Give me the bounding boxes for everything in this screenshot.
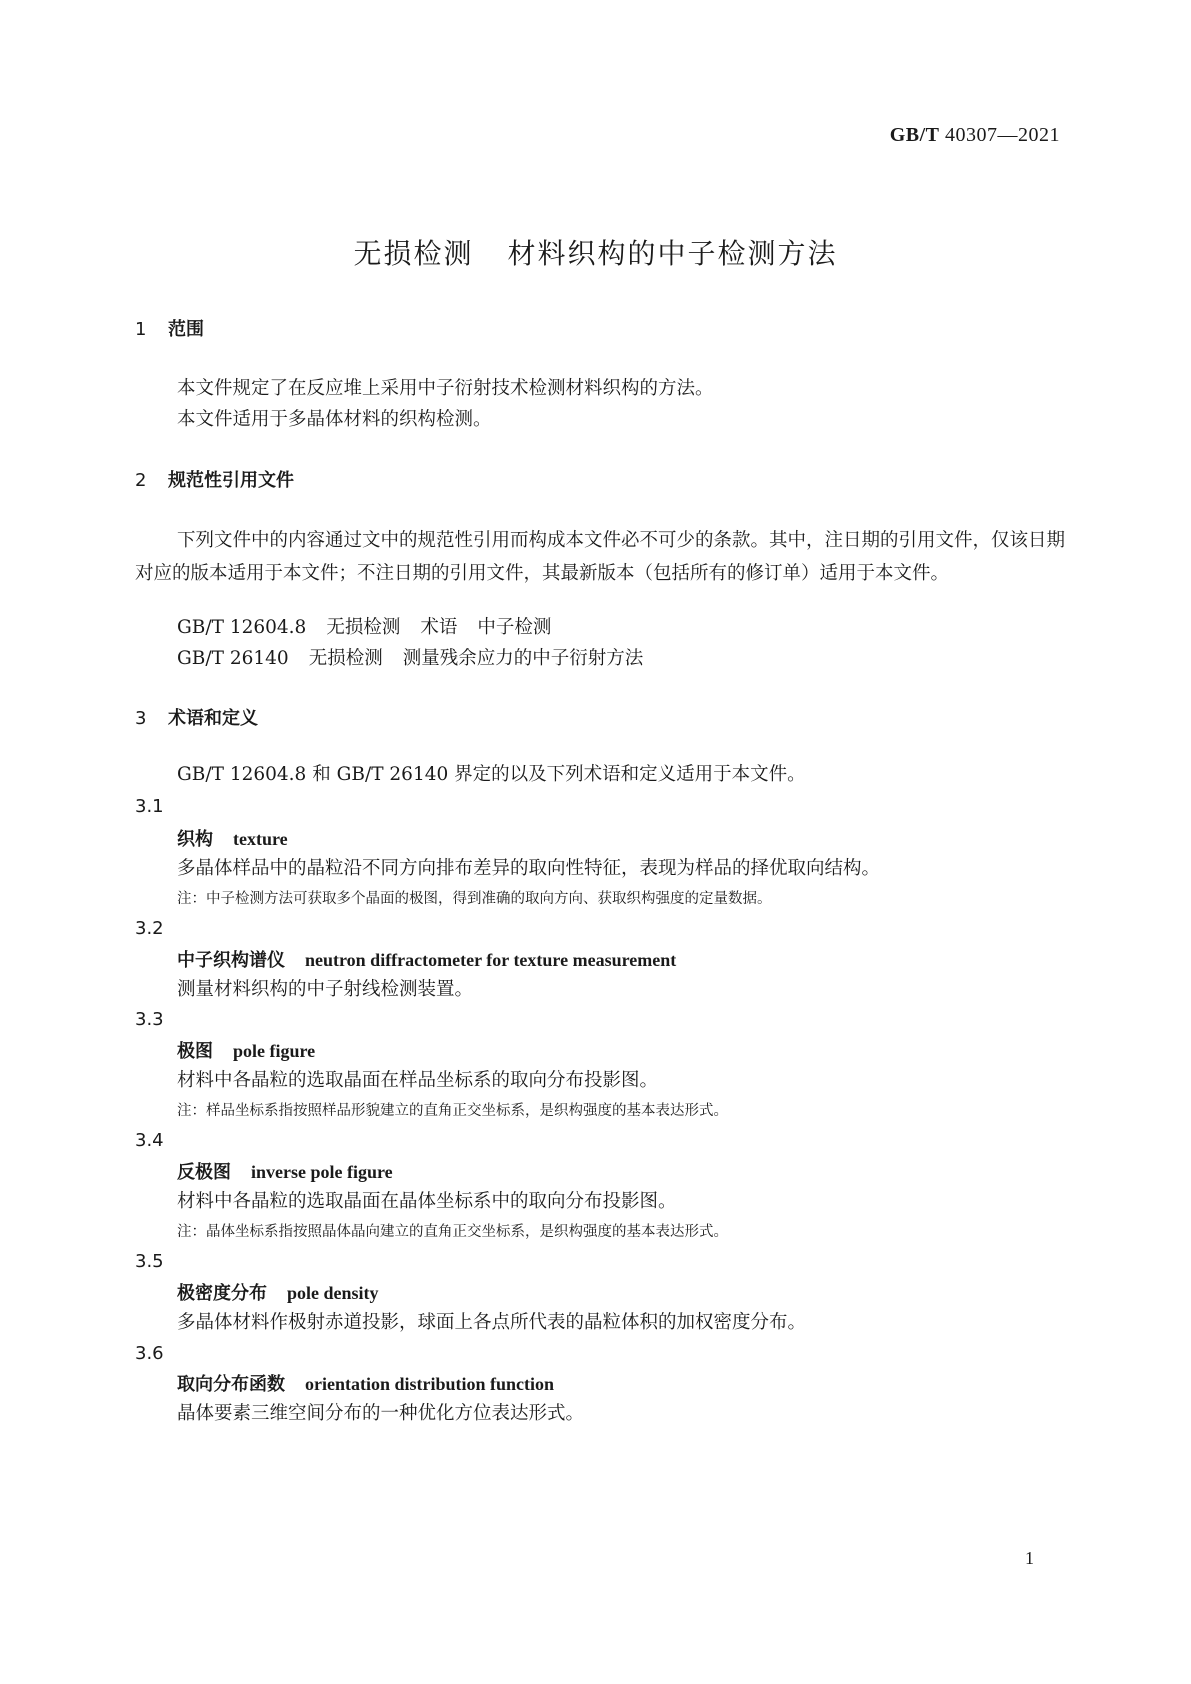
term-en: pole density [287,1283,379,1303]
reference-title-part: 无损检测 [326,617,401,638]
term-number: 3.3 [135,1009,164,1030]
term-zh: 取向分布函数 [177,1374,285,1395]
section-title: 规范性引用文件 [168,470,294,491]
section-number: 1 [135,319,147,340]
standard-code [890,124,1060,147]
term-zh: 极图 [177,1041,213,1062]
term-definition: 测量材料织构的中子射线检测装置。 [177,979,474,1000]
section-heading-3 [135,707,258,731]
term-number: 3.5 [135,1251,164,1272]
reference-title-part: 术语 [420,617,458,638]
standard-prefix: GB/T [889,124,940,146]
reference-code: GB/T 12604.8 [177,617,307,638]
term-zh: 中子织构谱仪 [177,950,285,971]
terms-intro: GB/T 12604.8 和 GB/T 26140 界定的以及下列术语和定义适用于本文件。 [177,764,806,785]
term-number: 3.6 [135,1343,164,1364]
term-en: neutron diffractometer for texture measurement [305,950,677,970]
term-definition: 材料中各晶粒的选取晶面在样品坐标系的取向分布投影图。 [177,1070,659,1091]
term-definition: 多晶体样品中的晶粒沿不同方向排布差异的取向性特征，表现为样品的择优取向结构。 [177,858,881,879]
reference-title-part: 测量残余应力的中子衍射方法 [402,648,644,669]
section-title: 术语和定义 [168,708,258,729]
term-heading [177,1372,554,1397]
section-heading-1 [135,318,204,342]
term-definition: 材料中各晶粒的选取晶面在晶体坐标系中的取向分布投影图。 [177,1191,677,1212]
term-heading [177,1281,379,1306]
term-number: 3.4 [135,1130,164,1151]
scope-paragraph-1: 本文件规定了在反应堆上采用中子衍射技术检测材料织构的方法。 [177,378,714,399]
document-title [0,232,1191,272]
term-number: 3.1 [135,796,164,817]
term-en: texture [233,829,288,849]
title-part-2: 材料织构的中子检测方法 [507,237,838,270]
term-definition: 晶体要素三维空间分布的一种优化方位表达形式。 [177,1403,585,1424]
section-number: 2 [135,470,147,491]
reference-title-part: 中子检测 [477,617,552,638]
term-note: 注：中子检测方法可获取多个晶面的极图，得到准确的取向方向、获取织构强度的定量数据。 [177,891,772,907]
section-title: 范围 [168,319,204,340]
section-heading-2 [135,469,294,493]
term-zh: 极密度分布 [177,1283,267,1304]
reference-item-1 [177,616,551,640]
term-en: inverse pole figure [251,1162,393,1182]
term-heading [177,1160,393,1185]
term-en: orientation distribution function [305,1374,555,1394]
term-en: pole figure [233,1041,316,1061]
reference-code: GB/T 26140 [177,648,289,669]
term-zh: 织构 [177,829,213,850]
term-zh: 反极图 [177,1162,231,1183]
normative-references-paragraph: 下列文件中的内容通过文中的规范性引用而构成本文件必不可少的条款。其中，注日期的引用文件，仅该日期对应的版本适用于本文件；不注日期的引用文件，其最新版本（包括所有的修订单）适用于本文件。 [135,530,1066,584]
term-note: 注：晶体坐标系指按照晶体晶向建立的直角正交坐标系，是织构强度的基本表达形式。 [177,1224,728,1240]
term-note: 注：样品坐标系指按照样品形貌建立的直角正交坐标系，是织构强度的基本表达形式。 [177,1103,728,1119]
reference-title-part: 无损检测 [308,648,383,669]
page-number: 1 [1025,1548,1034,1568]
term-definition: 多晶体材料作极射赤道投影，球面上各点所代表的晶粒体积的加权密度分布。 [177,1312,807,1333]
title-part-1: 无损检测 [353,237,474,270]
standard-number: 40307—2021 [945,124,1060,146]
section-number: 3 [135,708,147,729]
term-heading [177,827,288,852]
term-heading [177,1039,315,1064]
reference-item-2 [177,647,643,671]
term-heading [177,948,676,973]
scope-paragraph-2: 本文件适用于多晶体材料的织构检测。 [177,409,492,430]
term-number: 3.2 [135,918,164,939]
